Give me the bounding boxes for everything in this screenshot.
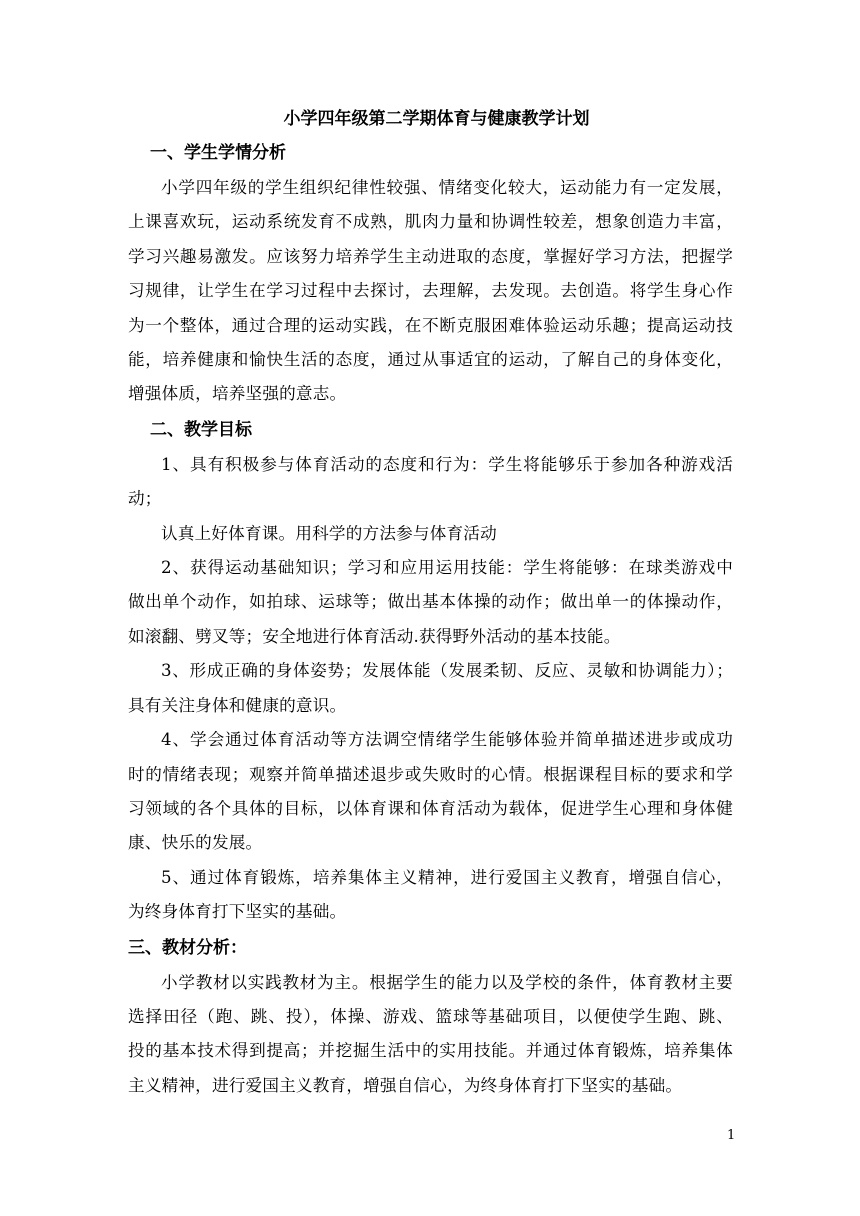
section-heading-material-analysis: 三、教材分析： [128,937,247,958]
text-line: 上课喜欢玩，运动系统发育不成熟，肌肉力量和协调性较差，想象创造力丰富， [128,212,733,232]
paragraph-goal-2 [128,551,733,654]
text-line: 4、学会通过体育活动等方法调空情绪学生能够体验并简单描述进步或成功 [161,730,733,750]
text-line: 2、获得运动基础知识；学习和应用运用技能：学生将能够：在球类游戏中 [161,558,733,578]
text-line: 小学四年级的学生组织纪律性较强、情绪变化较大，运动能力有一定发展， [161,178,733,197]
text-line: 主义精神，进行爱国主义教育，增强自信心，为终身体育打下坚实的基础。 [128,1075,683,1095]
document-body [128,103,733,1103]
text-line: 为终身体育打下坚实的基础。 [128,902,347,922]
paragraph-goal-5 [128,861,733,930]
paragraph-goal-4 [128,723,733,861]
text-line: 动； [128,489,162,509]
text-line: 小学教材以实践教材为主。根据学生的能力以及学校的条件，体育教材主要 [161,972,733,992]
text-line: 选择田径（跑、跳、投），体操、游戏、篮球等基础项目，以便使学生跑、跳、 [128,1006,733,1026]
text-line: 投的基本技术得到提高；并挖掘生活中的实用技能。并通过体育锻炼，培养集体 [128,1041,733,1061]
paragraph-goal-1 [128,448,733,517]
text-line: 5、通过体育锻炼，培养集体主义精神，进行爱国主义教育，增强自信心， [161,867,733,887]
text-line: 能，培养健康和愉快生活的态度，通过从事适宜的运动，了解自己的身体变化， [128,350,733,370]
section-heading-teaching-goals: 二、教学目标 [150,419,252,440]
paragraph-goal-1-note [128,517,733,551]
paragraph-goal-3 [128,654,733,723]
section-heading-student-analysis: 一、学生学情分析 [150,143,286,163]
paragraph-student-analysis [128,171,733,412]
text-line: 1、具有积极参与体育活动的态度和行为：学生将能够乐于参加各种游戏活 [161,454,733,474]
text-line: 时的情绪表现；观察并简单描述退步或失败时的心情。根据课程目标的要求和学 [128,764,733,784]
text-line: 习规律，让学生在学习过程中去探讨，去理解，去发现。去创造。将学生身心作 [128,281,733,301]
text-line: 具有关注身体和健康的意识。 [128,695,347,715]
text-line: 习领域的各个具体的目标，以体育课和体育活动为载体，促进学生心理和身体健 [128,798,733,818]
text-line: 认真上好体育课。用科学的方法参与体育活动 [161,523,497,543]
paragraph-material-analysis [128,966,733,1104]
text-line: 为一个整体，通过合理的运动实践，在不断克服困难体验运动乐趣；提高运动技 [128,315,733,335]
text-line: 康、快乐的发展。 [128,833,263,853]
text-line: 增强体质，培养坚强的意志。 [128,384,347,404]
text-line: 做出单个动作，如拍球、运球等；做出基本体操的动作；做出单一的体操动作， [128,592,733,612]
page-number: 1 [727,1128,736,1143]
text-line: 学习兴趣易激发。应该努力培养学生主动进取的态度，掌握好学习方法，把握学 [128,246,733,266]
document-title: 小学四年级第二学期体育与健康教学计划 [283,109,590,129]
text-line: 3、形成正确的身体姿势；发展体能（发展柔韧、反应、灵敏和协调能力）； [161,661,733,681]
text-line: 如滚翻、劈叉等；安全地进行体育活动.获得野外活动的基本技能。 [128,626,621,646]
